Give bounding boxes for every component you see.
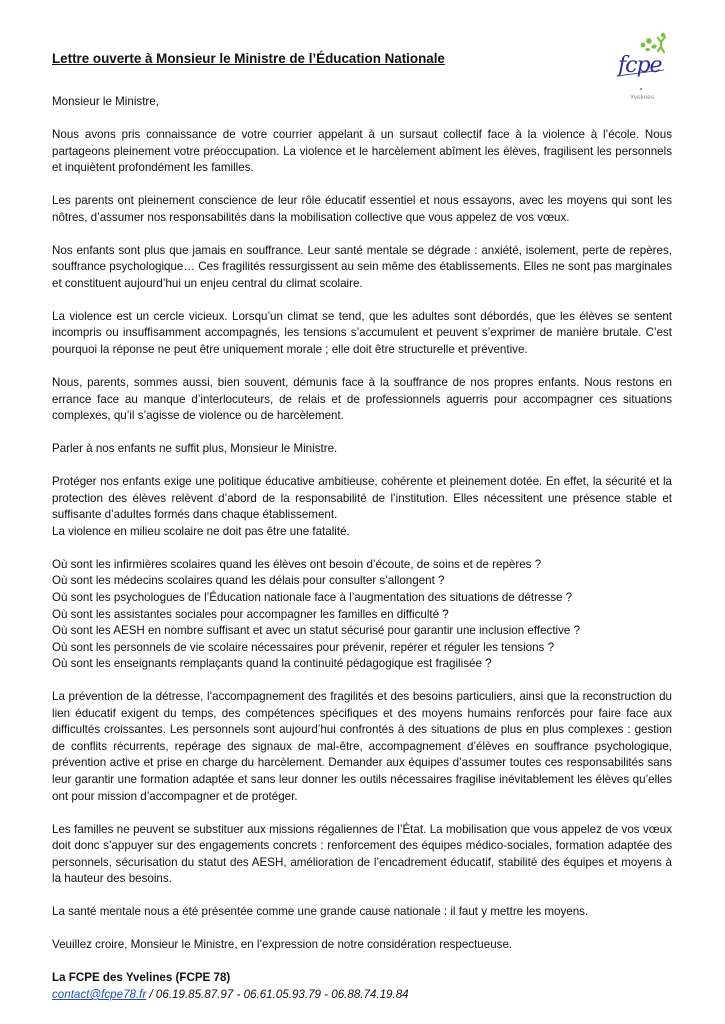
question-item: Où sont les personnels de vie scolaire nécessaires pour prévenir, repérer et réguler les tensions ? [52, 640, 555, 654]
logo-subtitle: Yvelines [629, 94, 655, 101]
letter-body [52, 94, 672, 1003]
paragraph: Protéger nos enfants exige une politique éducative ambitieuse, cohérente et pleinement dotée. En effet, la sécurité et la protection des élèves relèvent d’abord de la responsabilité de l’institution. Elles nécessitent une présence stable et suffisante d’adultes formés dans chaque établissement. [52, 475, 672, 522]
question-item: Où sont les psychologues de l’Éducation nationale face à l’augmentation des situations de détresse ? [52, 591, 573, 605]
fcpe-logo-icon [612, 28, 672, 90]
paragraph-line: La violence en milieu scolaire ne doit pas être une fatalité. [52, 524, 350, 538]
question-item: Où sont les médecins scolaires quand les délais pour consulter s’allongent ? [52, 574, 445, 588]
paragraph: Parler à nos enfants ne suffit plus, Monsieur le Ministre. [52, 442, 338, 456]
salutation: Monsieur le Ministre, [52, 95, 159, 108]
paragraph: Nous avons pris connaissance de votre courrier appelant à un sursaut collectif face à la violence à l’école. Nous partageons pleinement votre préoccupation. La violence et le harcèlement abîment les élèves, fragilisent les personnels et inquiètent profondément les familles. [52, 128, 672, 175]
paragraph: Nous, parents, sommes aussi, bien souvent, démunis face à la souffrance de nos propres enfants. Nous restons en errance face au manque d’interlocuteurs, de relais et de professionnels aguerris pour accompagner ces situations complexes, qu’il s’agisse de violence ou de harcèlement. [52, 376, 672, 423]
logo-dot [640, 88, 642, 90]
email-link[interactable]: contact@fcpe78.fr [52, 987, 147, 1001]
paragraph: Les familles ne peuvent se substituer aux missions régaliennes de l’État. La mobilisation que vous appelez de vos vœux doit donc s’appuyer sur des engagements concrets : renforcement des équipes médico-sociales, formation adaptée des personnels, sécurisation du statut des AESH, amélioration de l’encadrement éducatif, stabilité des équipes et moyens à la hauteur des besoins. [52, 822, 672, 886]
paragraph: La santé mentale nous a été présentée comme une grande cause nationale : il faut y mettre les moyens. [52, 905, 589, 919]
paragraph: La prévention de la détresse, l’accompagnement des fragilités et des besoins particuliers, ainsi que la reconstruction du lien éducatif exigent du temps, des compétences spécifiques et des moyens humains renforcés pour faire face aux difficultés croissantes. Les personnels sont aujourd’hui confrontés à des situations de plus en plus complexes : gestion de conflits récurrents, repérage des signaux de mal-être, accompagnement d’élèves en souffrance psychologique, prévention active et prise en charge du harcèlement. Demander aux équipes d’assumer toutes ces responsabilités sans leur garantir une formation adaptée et sans leur donner les outils nécessaires fragilise inévitablement les élèves qu’elles ont pour mission d’accompagner et de protéger. [52, 690, 672, 803]
signature-name: La FCPE des Yvelines (FCPE 78) [52, 971, 231, 985]
question-item: Où sont les infirmières scolaires quand les élèves ont besoin d’écoute, de soins et de repères ? [52, 557, 542, 571]
contact-line [52, 987, 672, 1004]
questions-list [52, 557, 672, 673]
svg-text:fcpe: fcpe [618, 53, 662, 78]
closing-formula: Veuillez croire, Monsieur le Ministre, en l’expression de notre considération respectueuse. [52, 938, 513, 952]
letter-title: Lettre ouverte à Monsieur le Ministre de l’Éducation Nationale [52, 51, 445, 66]
paragraph: La violence est un cercle vicieux. Lorsqu’un climat se tend, que les adultes sont débordés, que les élèves se sentent incompris ou insuffisamment accompagnés, les tensions s’accumulent et peuvent s’exprimer de manière brutale. C’est pourquoi la réponse ne peut être uniquement morale ; elle doit être structurelle et préventive. [52, 309, 672, 357]
paragraph: Les parents ont pleinement conscience de leur rôle éducatif essentiel et nous essayons, avec les moyens qui sont les nôtres, d’assumer nos responsabilités dans la mobilisation collective que vous appelez de vos vœux. [52, 194, 672, 224]
signature-block [52, 970, 672, 1003]
question-item: Où sont les AESH en nombre suffisant et avec un statut sécurisé pour garantir une inclusion effective ? [52, 624, 581, 638]
protect-paragraph [52, 474, 672, 540]
phone-numbers: / 06.19.85.87.97 - 06.61.05.93.79 - 06.88.74.19.84 [146, 987, 409, 1001]
question-item: Où sont les assistantes sociales pour accompagner les familles en difficulté ? [52, 607, 449, 621]
question-item: Où sont les enseignants remplaçants quand la continuité pédagogique est fragilisée ? [52, 657, 492, 671]
paragraph: Nos enfants sont plus que jamais en souffrance. Leur santé mentale se dégrade : anxiété, isolement, perte de repères, souffrance psychologique… Ces fragilités ressurgissent au sein même des établissements. Elles ne sont pas marginales et constituent aujourd’hui un enjeu central du climat scolaire. [52, 243, 672, 290]
